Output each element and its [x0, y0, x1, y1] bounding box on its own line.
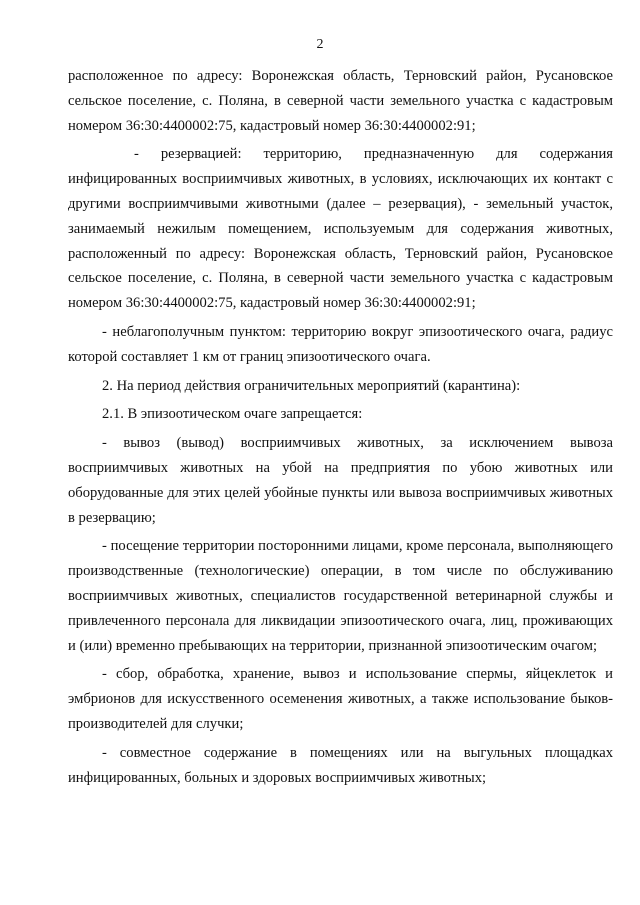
paragraph-visitor-ban: - посещение территории посторонними лицами, кроме персонала, выполняющего производственные (технологические) операции, в том числе по обслуживанию восприимчивых животных, специалистов государственной ветеринарной службы и привлеченного персонала для ликвидации эпизоотического очага, лиц, проживающих и (или) временно пребывающих на территории, признанной эпизоотическим очагом; — [68, 538, 613, 654]
paragraph-joint-keeping-ban: - совместное содержание в помещениях или на выгульных площадках инфицированных, больных и здоровых восприимчивых животных; — [68, 744, 613, 786]
paragraph-quarantine-period-heading: 2. На период действия ограничительных мероприятий (карантина): — [102, 377, 521, 394]
paragraph-breeding-material-ban: - сбор, обработка, хранение, вывоз и использование спермы, яйцеклеток и эмбрионов для искусственного осеменения животных, а также использование быков-производителей для случки; — [68, 666, 613, 732]
paragraph-reservation-definition: - резервацией: территорию, предназначенную для содержания инфицированных восприимчивых животных, в условиях, исключающих их контакт с другими восприимчивыми животными (далее – резервация), - земельный участок, занимаемый нежилым помещением, используемым для содержания животных, расположенный по адресу: Воронежская область, Терновский район, Русановское сельское поселение, с. Поляна, в северной части земельного участка с кадастровым номером 36:30:4400002:75, кадастровый номер 36:30:4400002:91; — [68, 146, 613, 312]
paragraph-prohibited-heading: 2.1. В эпизоотическом очаге запрещается: — [102, 406, 363, 423]
paragraph-unfavorable-point-definition: - неблагополучным пунктом: территорию вокруг эпизоотического очага, радиус которой составляет 1 км от границ эпизоотического очага. — [68, 323, 613, 365]
page-number: 2 — [316, 37, 324, 52]
document-body — [68, 64, 613, 794]
paragraph-address-continuation: расположенное по адресу: Воронежская область, Терновский район, Русановское сельское поселение, с. Поляна, в северной части земельного участка с кадастровым номером 36:30:4400002:75, кадастровый номер 36:30:4400002:91; — [68, 68, 613, 134]
paragraph-animal-removal-ban: - вывоз (вывод) восприимчивых животных, за исключением вывоза восприимчивых животных на убой на предприятия по убою животных или оборудованные для этих целей убойные пункты или вывоза восприимчивых животных в резервацию; — [68, 435, 613, 526]
